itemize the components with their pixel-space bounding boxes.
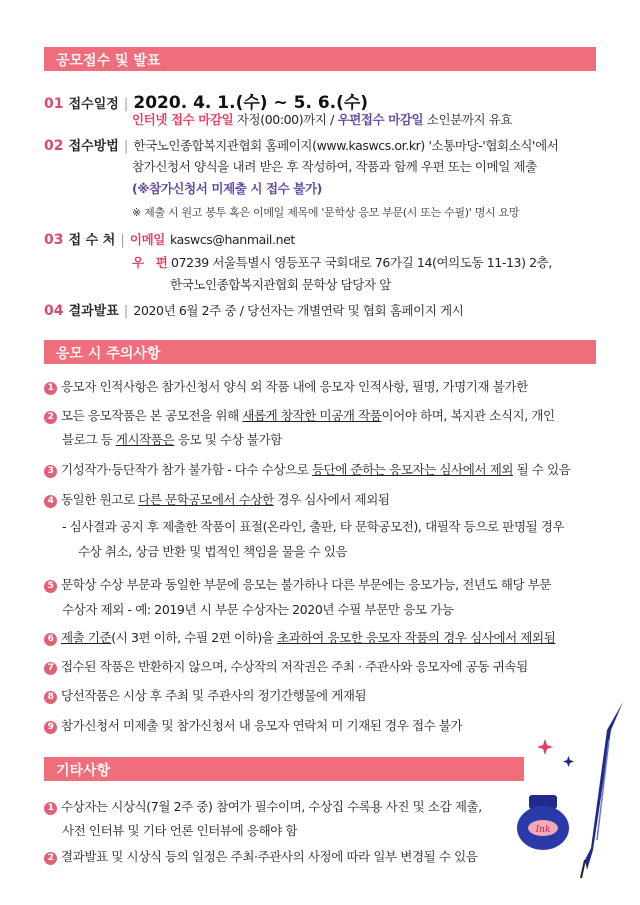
email-address: kaswcs@hanmail.net — [170, 232, 295, 247]
note-5-cont: 수상자 제외 - 예: 2019년 시 부문 수상자는 2020년 수필 부문만 응모 가능 — [62, 602, 454, 617]
method-line2: 참가신청서 양식을 내려 받은 후 작성하여, 작품과 함께 우편 또는 이메일 제출 — [132, 159, 537, 174]
number-badge-icon: 2 — [44, 852, 57, 865]
number-badge-icon: 2 — [44, 411, 57, 424]
pen-ink-illustration — [515, 700, 630, 890]
number-badge-icon: 7 — [44, 662, 57, 675]
number-badge-icon: 3 — [44, 465, 57, 478]
place-row: 03 접 수 처 | 이메일 kaswcs@hanmail.net — [44, 232, 295, 248]
number-badge-icon: 1 — [44, 382, 57, 395]
schedule-deadline: 인터넷 접수 마감일 자정(00:00)까지 / 우편접수 마감일 소인분까지 유효 — [132, 112, 513, 127]
number-badge-icon: 5 — [44, 580, 57, 593]
post-address: 우 편 07239 서울특별시 영등포구 국회대로 76가길 14(여의도동 11-13) 2층, — [132, 255, 552, 270]
schedule-date: 2020. 4. 1.(수) ~ 5. 6.(수) — [133, 93, 369, 113]
etc-2: 2 결과발표 및 시상식 등의 일정은 주최·주관사의 사정에 따라 일부 변경될 수 있음 — [44, 847, 477, 865]
note-1: 1 응모자 인적사항은 참가신청서 양식 외 작품 내에 응모자 인적사항, 필명, 가명기재 불가한 — [44, 377, 528, 395]
note-9: 9 참가신청서 미제출 및 참가신청서 내 응모자 연락처 미 기재된 경우 접수 불가 — [44, 716, 462, 734]
note-5: 5 문학상 수상 부문과 동일한 부문에 응모는 불가하나 다른 부문에는 응모가능, 전년도 해당 부문 — [44, 575, 551, 593]
note-7: 7 접수된 작품은 반환하지 않으며, 수상작의 저작권은 주최 · 주관사와 응모자에 공동 귀속됨 — [44, 657, 528, 675]
note-3: 3 기성작가·등단작가 참가 불가함 - 다수 수상으로 등단에 준하는 응모자는 심사에서 제외 될 수 있음 — [44, 460, 570, 478]
ink-bottle-icon — [517, 795, 569, 850]
number-badge-icon: 9 — [44, 721, 57, 734]
etc-1-cont: 사전 인터뷰 및 기타 언론 인터뷰에 응해야 함 — [62, 823, 298, 838]
etc-1: 1 수상자는 시상식(7월 2주 중) 참여가 필수이며, 수상집 수록용 사진 및 소감 제출, — [44, 797, 482, 815]
note-2-cont: 블로그 등 게시작품은 응모 및 수상 불가함 — [62, 432, 282, 447]
note-2: 2 모든 응모작품은 본 공모전을 위해 새롭게 창작한 미공개 작품이어야 하며, 복지관 소식지, 개인 — [44, 406, 555, 424]
number-badge-icon: 8 — [44, 691, 57, 704]
schedule-row: 01 접수일정 | 2020. 4. 1.(수) ~ 5. 6.(수) — [44, 93, 369, 113]
method-note: ※ 제출 시 원고 봉투 혹은 이메일 제목에 '문학상 응모 부문(시 또는 수필)' 명시 요망 — [132, 206, 520, 219]
section-header-etc: 기타사항 — [44, 757, 524, 781]
section-header-notes: 응모 시 주의사항 — [44, 340, 596, 364]
section-header-submission: 공모접수 및 발표 — [44, 47, 596, 71]
quill-pen-icon — [581, 702, 623, 878]
sparkle-icon — [537, 739, 574, 767]
method-row: 02 접수방법 | 한국노인종합복지관협회 홈페이지(www.kaswcs.or.kr) '소통마당-'협회소식'에서 — [44, 138, 559, 154]
ink-label: Ink — [535, 825, 551, 835]
result-row: 04 결과발표 | 2020년 6월 2주 중 / 당선자는 개별연락 및 협회 홈페이지 게시 — [44, 303, 464, 319]
number-badge-icon: 6 — [44, 633, 57, 646]
note-4: 4 동일한 원고로 다른 문학공모에서 수상한 경우 심사에서 제외됨 — [44, 490, 390, 508]
post-recipient: 한국노인종합복지관협회 문학상 담당자 앞 — [170, 277, 391, 292]
method-warning: (※참가신청서 미제출 시 접수 불가) — [132, 181, 322, 196]
note-6: 6 제출 기준(시 3편 이하, 수필 2편 이하)을 초과하여 응모한 응모자 작품의 경우 심사에서 제외됨 — [44, 628, 555, 646]
number-badge-icon: 1 — [44, 802, 57, 815]
note-4-sub2: 수상 취소, 상금 반환 및 법적인 책임을 물을 수 있음 — [78, 544, 348, 559]
number-badge-icon: 4 — [44, 495, 57, 508]
note-4-sub1: - 심사결과 공지 후 제출한 작품이 표절(온라인, 출판, 타 문학공모전), 대필작 등으로 판명될 경우 — [62, 519, 565, 534]
note-8: 8 당선작품은 시상 후 주최 및 주관사의 정기간행물에 게재됨 — [44, 686, 366, 704]
